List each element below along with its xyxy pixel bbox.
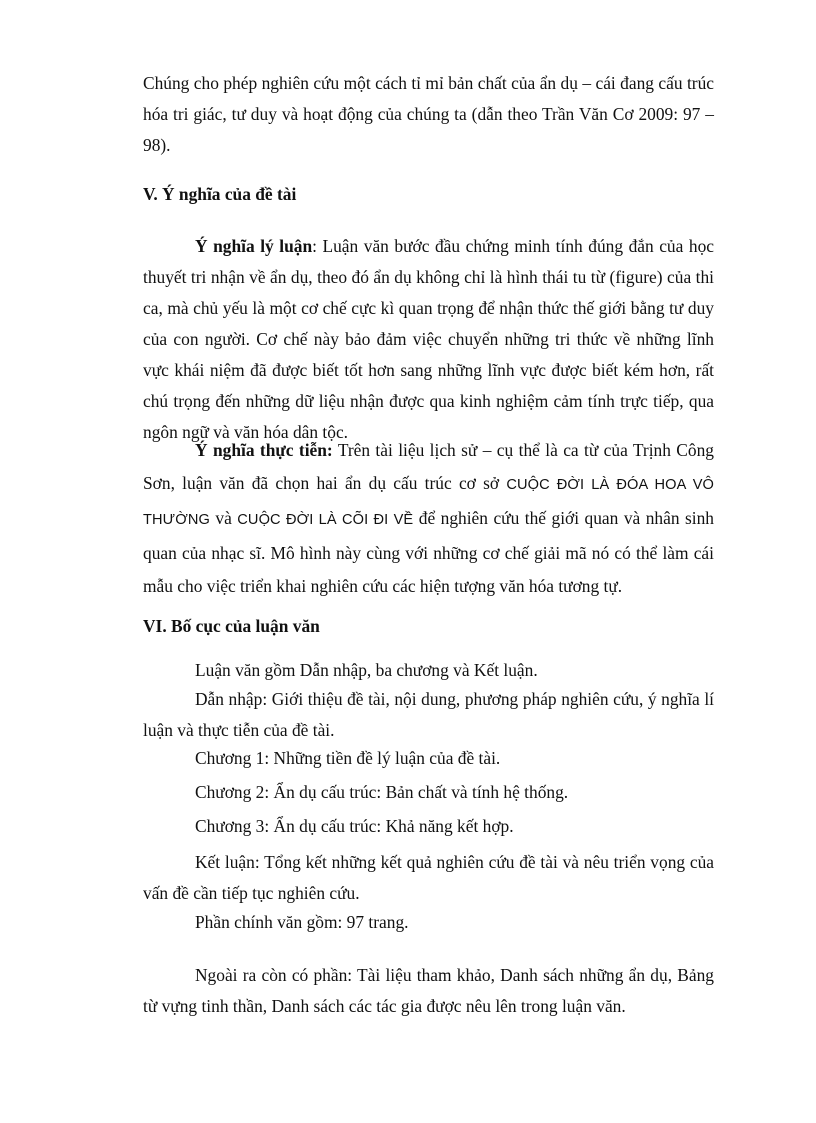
practical-significance-text-1: Trên tài liệu lịch sử – cụ thể là ca từ của Trịnh Công Sơn, luận văn đã chọn hai ẩn dụ cấu trúc cơ sở <box>143 440 714 493</box>
structure-line-6: Kết luận: Tổng kết những kết quả nghiên cứu đề tài và nêu triển vọng của vấn đề cần tiếp tục nghiên cứu. <box>143 852 714 903</box>
practical-significance-text-2: và <box>209 508 238 528</box>
theoretical-significance-text: : Luận văn bước đầu chứng minh tính đúng đắn của học thuyết tri nhận về ẩn dụ, theo đó ẩn dụ không chỉ là hình thái tu từ (figure) của thi ca, mà chủ yếu là một cơ chế cực kì quan trọng để nhận thức thế giới bằng tư duy của con người. Cơ chế này bảo đảm việc chuyển những tri thức về những lĩnh vực khái niệm đã được biết tốt hơn sang những lĩnh vực được biết kém hơn, rất chú trọng đến những dữ liệu nhận được qua kinh nghiệm cảm tính trực tiếp, qua ngôn ngữ và văn hóa dân tộc. <box>143 236 714 442</box>
structure-line-2: Dẫn nhập: Giới thiệu đề tài, nội dung, phương pháp nghiên cứu, ý nghĩa lí luận và thực tiễn của đề tài. <box>143 689 714 740</box>
practical-significance-text-3: để nghiên cứu thế giới quan và nhân sinh quan của nhạc sĩ. Mô hình này cùng với những cơ chế giải mã nó có thể làm cái mẫu cho việc triển khai nghiên cứu các hiện tượng văn hóa tương tự. <box>143 508 714 596</box>
practical-significance-paragraph <box>143 434 714 603</box>
structure-line-5: Chương 3: Ẩn dụ cấu trúc: Khả năng kết hợp. <box>195 816 514 836</box>
theoretical-significance-label: Ý nghĩa lý luận <box>195 236 313 256</box>
structure-line-1: Luận văn gồm Dẫn nhập, ba chương và Kết luận. <box>195 660 538 680</box>
structure-line-7: Phần chính văn gồm: 97 trang. <box>195 912 409 932</box>
metaphor-2: CUỘC ĐỜI LÀ CÕI ĐI VỀ <box>237 512 414 528</box>
practical-significance-label: Ý nghĩa thực tiễn: <box>195 440 333 460</box>
theoretical-significance-paragraph <box>143 231 714 448</box>
section-6-heading: VI. Bố cục của luận văn <box>143 616 320 636</box>
intro-paragraph: Chúng cho phép nghiên cứu một cách tỉ mỉ bản chất của ẩn dụ – cái đang cấu trúc hóa tri giác, tư duy và hoạt động của chúng ta (dẫn theo Trần Văn Cơ 2009: 97 – 98). <box>143 73 714 155</box>
structure-line-3: Chương 1: Những tiền đề lý luận của đề tài. <box>195 748 501 768</box>
metaphor-1: CUỘC ĐỜI LÀ ĐÓA HOA VÔ THƯỜNG <box>143 477 715 528</box>
section-5-heading: V. Ý nghĩa của đề tài <box>143 184 297 204</box>
structure-line-8: Ngoài ra còn có phần: Tài liệu tham khảo, Danh sách những ẩn dụ, Bảng từ vựng tinh thần, Danh sách các tác gia được nêu lên trong luận văn. <box>143 965 714 1016</box>
structure-line-4: Chương 2: Ẩn dụ cấu trúc: Bản chất và tính hệ thống. <box>195 782 569 802</box>
